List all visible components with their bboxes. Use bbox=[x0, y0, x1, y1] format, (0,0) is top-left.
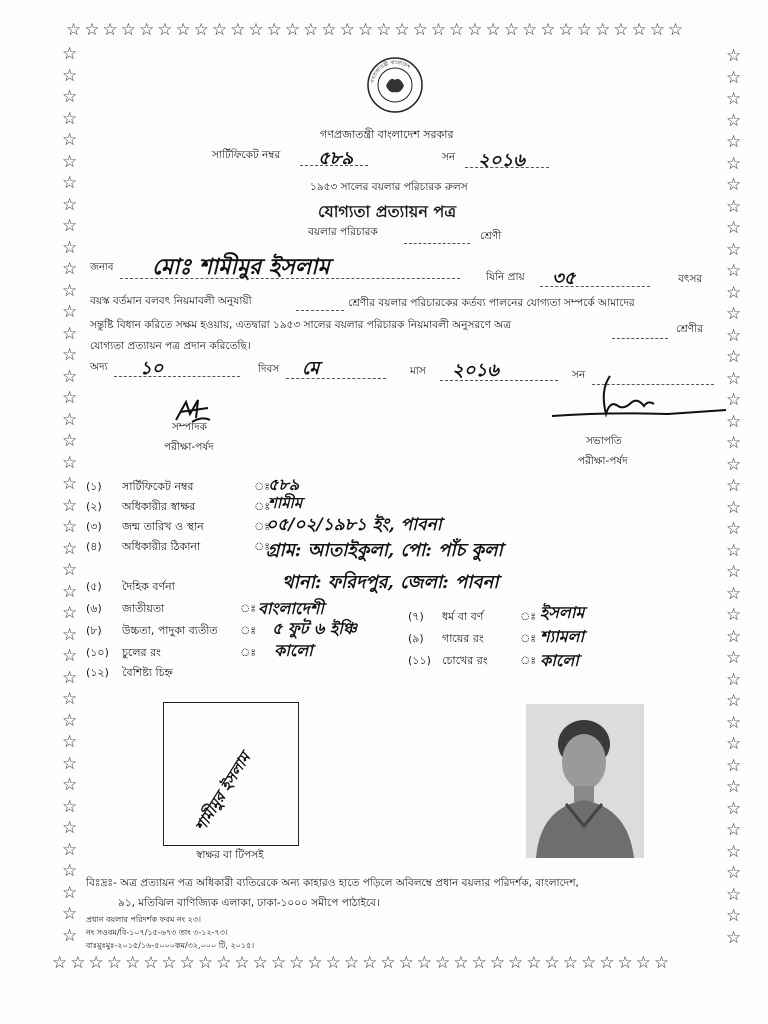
detail-num: (২) bbox=[86, 500, 102, 513]
detail-label: জাতীয়তা bbox=[122, 602, 165, 615]
detail-label: বৈশিষ্ট্য চিহ্ন bbox=[122, 666, 173, 679]
detail-num: (৯) bbox=[408, 632, 424, 645]
age-value: ৩৫ bbox=[552, 268, 576, 289]
detail-num: (৮) bbox=[86, 624, 102, 637]
footer-memo: নং সওবম/বি-১০৭/১৫-৬৭৩ তাং ৩-১২-৭৩। bbox=[86, 928, 228, 937]
government-seal-icon bbox=[366, 56, 424, 114]
age-label: যিনি প্রায় bbox=[486, 271, 525, 283]
detail-value: বাংলাদেশী bbox=[258, 599, 324, 618]
detail-value: কালো bbox=[274, 641, 313, 660]
body-year-value: ২০১৬ bbox=[452, 360, 499, 381]
divider bbox=[404, 243, 470, 244]
detail-colon: ঃ bbox=[240, 624, 257, 637]
signature-box-caption: স্বাক্ষর বা টিপসই bbox=[196, 849, 264, 861]
detail-label: সার্টিফিকেট নম্বর bbox=[122, 480, 194, 493]
detail-value: ০৫/০২/১৯৮১ ইং, পাবনা bbox=[266, 515, 442, 535]
body-line-3-end: শ্রেণীর bbox=[676, 323, 704, 335]
divider bbox=[300, 165, 368, 166]
footer-form: প্রধান বয়লার পরিদর্শক ফরম নং ২৩। bbox=[86, 915, 201, 924]
government-name: গণপ্রজাতন্ত্রী বাংলাদেশ সরকার bbox=[320, 128, 454, 141]
detail-label: চুলের রং bbox=[122, 646, 161, 659]
year-label: সন bbox=[442, 151, 456, 163]
detail-label: গায়ের রং bbox=[442, 632, 484, 645]
detail-label: ধর্ম বা বর্ণ bbox=[442, 610, 484, 623]
footer-print: বাঃমুঃমুঃ-২০১৫/১৬-৫০০০কম/৩২,০০০ টি, ২০১৫। bbox=[86, 941, 255, 950]
detail-colon: ঃ bbox=[254, 500, 271, 513]
subtitle-right: শ্রেণী bbox=[480, 230, 502, 242]
document-title: যোগ্যতা প্রত্যায়ন পত্র bbox=[318, 202, 457, 221]
year-value: ২০১৬ bbox=[478, 150, 525, 171]
date-label: অদ্য bbox=[90, 361, 108, 373]
detail-label: চোখের রং bbox=[442, 654, 488, 667]
detail-colon: ঃ bbox=[520, 632, 537, 645]
cert-no-value: ৫৮৯ bbox=[318, 148, 354, 169]
divider bbox=[286, 378, 386, 379]
detail-label: জন্ম তারিখ ও স্থান bbox=[122, 520, 204, 533]
divider bbox=[440, 380, 558, 381]
detail-num: (৬) bbox=[86, 602, 102, 615]
secretary-sub: পরীক্ষা-পর্ষদ bbox=[164, 441, 214, 453]
footer-note: বিঃদ্রঃ- অত্র প্রত্যায়ন পত্র অধিকারী ব্যতিরেকে অন্য কাহারও হাতে পড়িলে অবিলম্বে প্রধান বয়লার পরিদর্শক, বাংলাদেশ, bbox=[86, 877, 579, 889]
detail-value: ৫ ফুট ৬ ইঞ্চি bbox=[272, 619, 357, 638]
divider bbox=[540, 286, 650, 287]
body-line-3: সন্তুষ্টি বিধান করিতে সক্ষম হওয়ায়, এতদ্বারা ১৯৫৩ সালের বয়লার পরিচারক নিয়মাবলী অনুসরণে অত্র bbox=[90, 319, 511, 331]
star-border-left: ☆ ☆ ☆ ☆ ☆ ☆ ☆ ☆ ☆ ☆ ☆ ☆ ☆ ☆ ☆ ☆ ☆ ☆ ☆ ☆ ☆ ☆ ☆ ☆ ☆ ☆ ☆ ☆ ☆ ☆ ☆ ☆ ☆ ☆ ☆ ☆ ☆ ☆ ☆ ☆ ☆ ☆ bbox=[62, 44, 78, 946]
name-value: মোঃ শামীমুর ইসলাম bbox=[152, 254, 330, 280]
age-unit: বৎসর bbox=[678, 273, 703, 285]
chairman-title: সভাপতি bbox=[586, 435, 622, 447]
star-border-right: ☆ ☆ ☆ ☆ ☆ ☆ ☆ ☆ ☆ ☆ ☆ ☆ ☆ ☆ ☆ ☆ ☆ ☆ ☆ ☆ ☆ ☆ ☆ ☆ ☆ ☆ ☆ ☆ ☆ ☆ ☆ ☆ ☆ ☆ ☆ ☆ ☆ ☆ ☆ ☆ ☆ ☆ bbox=[726, 46, 742, 946]
subtitle-left: বয়লার পরিচারক bbox=[308, 226, 378, 238]
divider bbox=[612, 338, 668, 339]
detail-num: (৪) bbox=[86, 540, 102, 553]
cert-no-label: সার্টিফিকেট নম্বর bbox=[212, 149, 281, 161]
detail-colon: ঃ bbox=[240, 646, 257, 659]
detail-value: শামীম bbox=[268, 494, 303, 512]
detail-label: দৈহিক বর্ণনা bbox=[122, 580, 175, 593]
detail-colon: ঃ bbox=[254, 480, 271, 493]
detail-num: (৫) bbox=[86, 580, 102, 593]
body-line-2-right: শ্রেণীর বয়লার পরিচারকের কর্তব্য পালনের যোগ্যতা সম্পর্কে আমাদের bbox=[348, 297, 635, 309]
body-year-label: সন bbox=[572, 369, 586, 381]
month-label: মাস bbox=[410, 365, 426, 377]
box-signature: শামীমুর ইসলাম bbox=[191, 749, 255, 835]
month-value: মে bbox=[302, 358, 320, 379]
divider bbox=[120, 278, 460, 279]
rules-text: ১৯৫৩ সালের বয়লার পরিচারক রুলস bbox=[310, 181, 468, 193]
footer-note-2: ৯১, মতিঝিল বাণিজ্যিক এলাকা, ঢাকা-১০০০ সমীপে পাঠাইবে। bbox=[118, 897, 380, 909]
star-border-top: ☆☆☆☆☆☆☆☆☆☆☆☆☆☆☆☆☆☆☆☆☆☆☆☆☆☆☆☆☆☆☆☆☆☆ bbox=[66, 22, 687, 39]
detail-value: গ্রাম: আতাইকুলা, পো: পাঁচ কুলা bbox=[266, 540, 503, 561]
detail-value: ৫৮৯ bbox=[268, 475, 300, 494]
detail-colon: ঃ bbox=[520, 654, 537, 667]
signature-box bbox=[163, 702, 299, 846]
date-value: ১০ bbox=[140, 358, 164, 379]
detail-value-line2: থানা: ফরিদপুর, জেলা: পাবনা bbox=[282, 572, 499, 593]
person-photo-icon bbox=[526, 704, 644, 858]
chairman-signature-icon bbox=[548, 370, 728, 432]
detail-num: (৩) bbox=[86, 520, 102, 533]
detail-num: (১) bbox=[86, 480, 102, 493]
holder-photo bbox=[526, 704, 644, 858]
detail-colon: ঃ bbox=[254, 520, 271, 533]
day-label: দিবস bbox=[258, 363, 280, 375]
secretary-title: সম্পাদক bbox=[172, 421, 208, 433]
detail-num: (৭) bbox=[408, 610, 424, 623]
body-line-2-left: বয়স্ক বর্তমান বলবৎ নিয়মাবলী অনুযায়ী bbox=[90, 295, 252, 307]
detail-num: (১২) bbox=[86, 666, 109, 679]
detail-num: (১০) bbox=[86, 646, 109, 659]
star-border-bottom: ☆☆☆☆☆☆☆☆☆☆☆☆☆☆☆☆☆☆☆☆☆☆☆☆☆☆☆☆☆☆☆☆☆☆ bbox=[52, 955, 673, 972]
detail-label: অধিকারীর ঠিকানা bbox=[122, 540, 201, 553]
detail-label: অধিকারীর স্বাক্ষর bbox=[122, 500, 196, 513]
name-label: জনাব bbox=[90, 262, 114, 273]
detail-value: ইসলাম bbox=[540, 603, 585, 622]
detail-value: কালো bbox=[540, 651, 579, 670]
divider bbox=[465, 167, 549, 168]
svg-text:গণপ্রজাতন্ত্রী বাংলাদেশ: গণপ্রজাতন্ত্রী বাংলাদেশ bbox=[370, 59, 411, 84]
divider bbox=[296, 310, 344, 311]
detail-value: শ্যামলা bbox=[540, 627, 585, 646]
divider bbox=[114, 376, 240, 377]
body-line-4: যোগ্যতা প্রত্যায়ন পত্র প্রদান করিতেছি। bbox=[90, 340, 251, 352]
detail-colon: ঃ bbox=[520, 610, 537, 623]
detail-num: (১১) bbox=[408, 654, 431, 667]
chairman-sub: পরীক্ষা-পর্ষদ bbox=[578, 455, 628, 467]
detail-colon: ঃ bbox=[240, 602, 257, 615]
detail-colon: ঃ bbox=[254, 540, 271, 553]
detail-label: উচ্চতা, পাদুকা ব্যতীত bbox=[122, 624, 218, 637]
